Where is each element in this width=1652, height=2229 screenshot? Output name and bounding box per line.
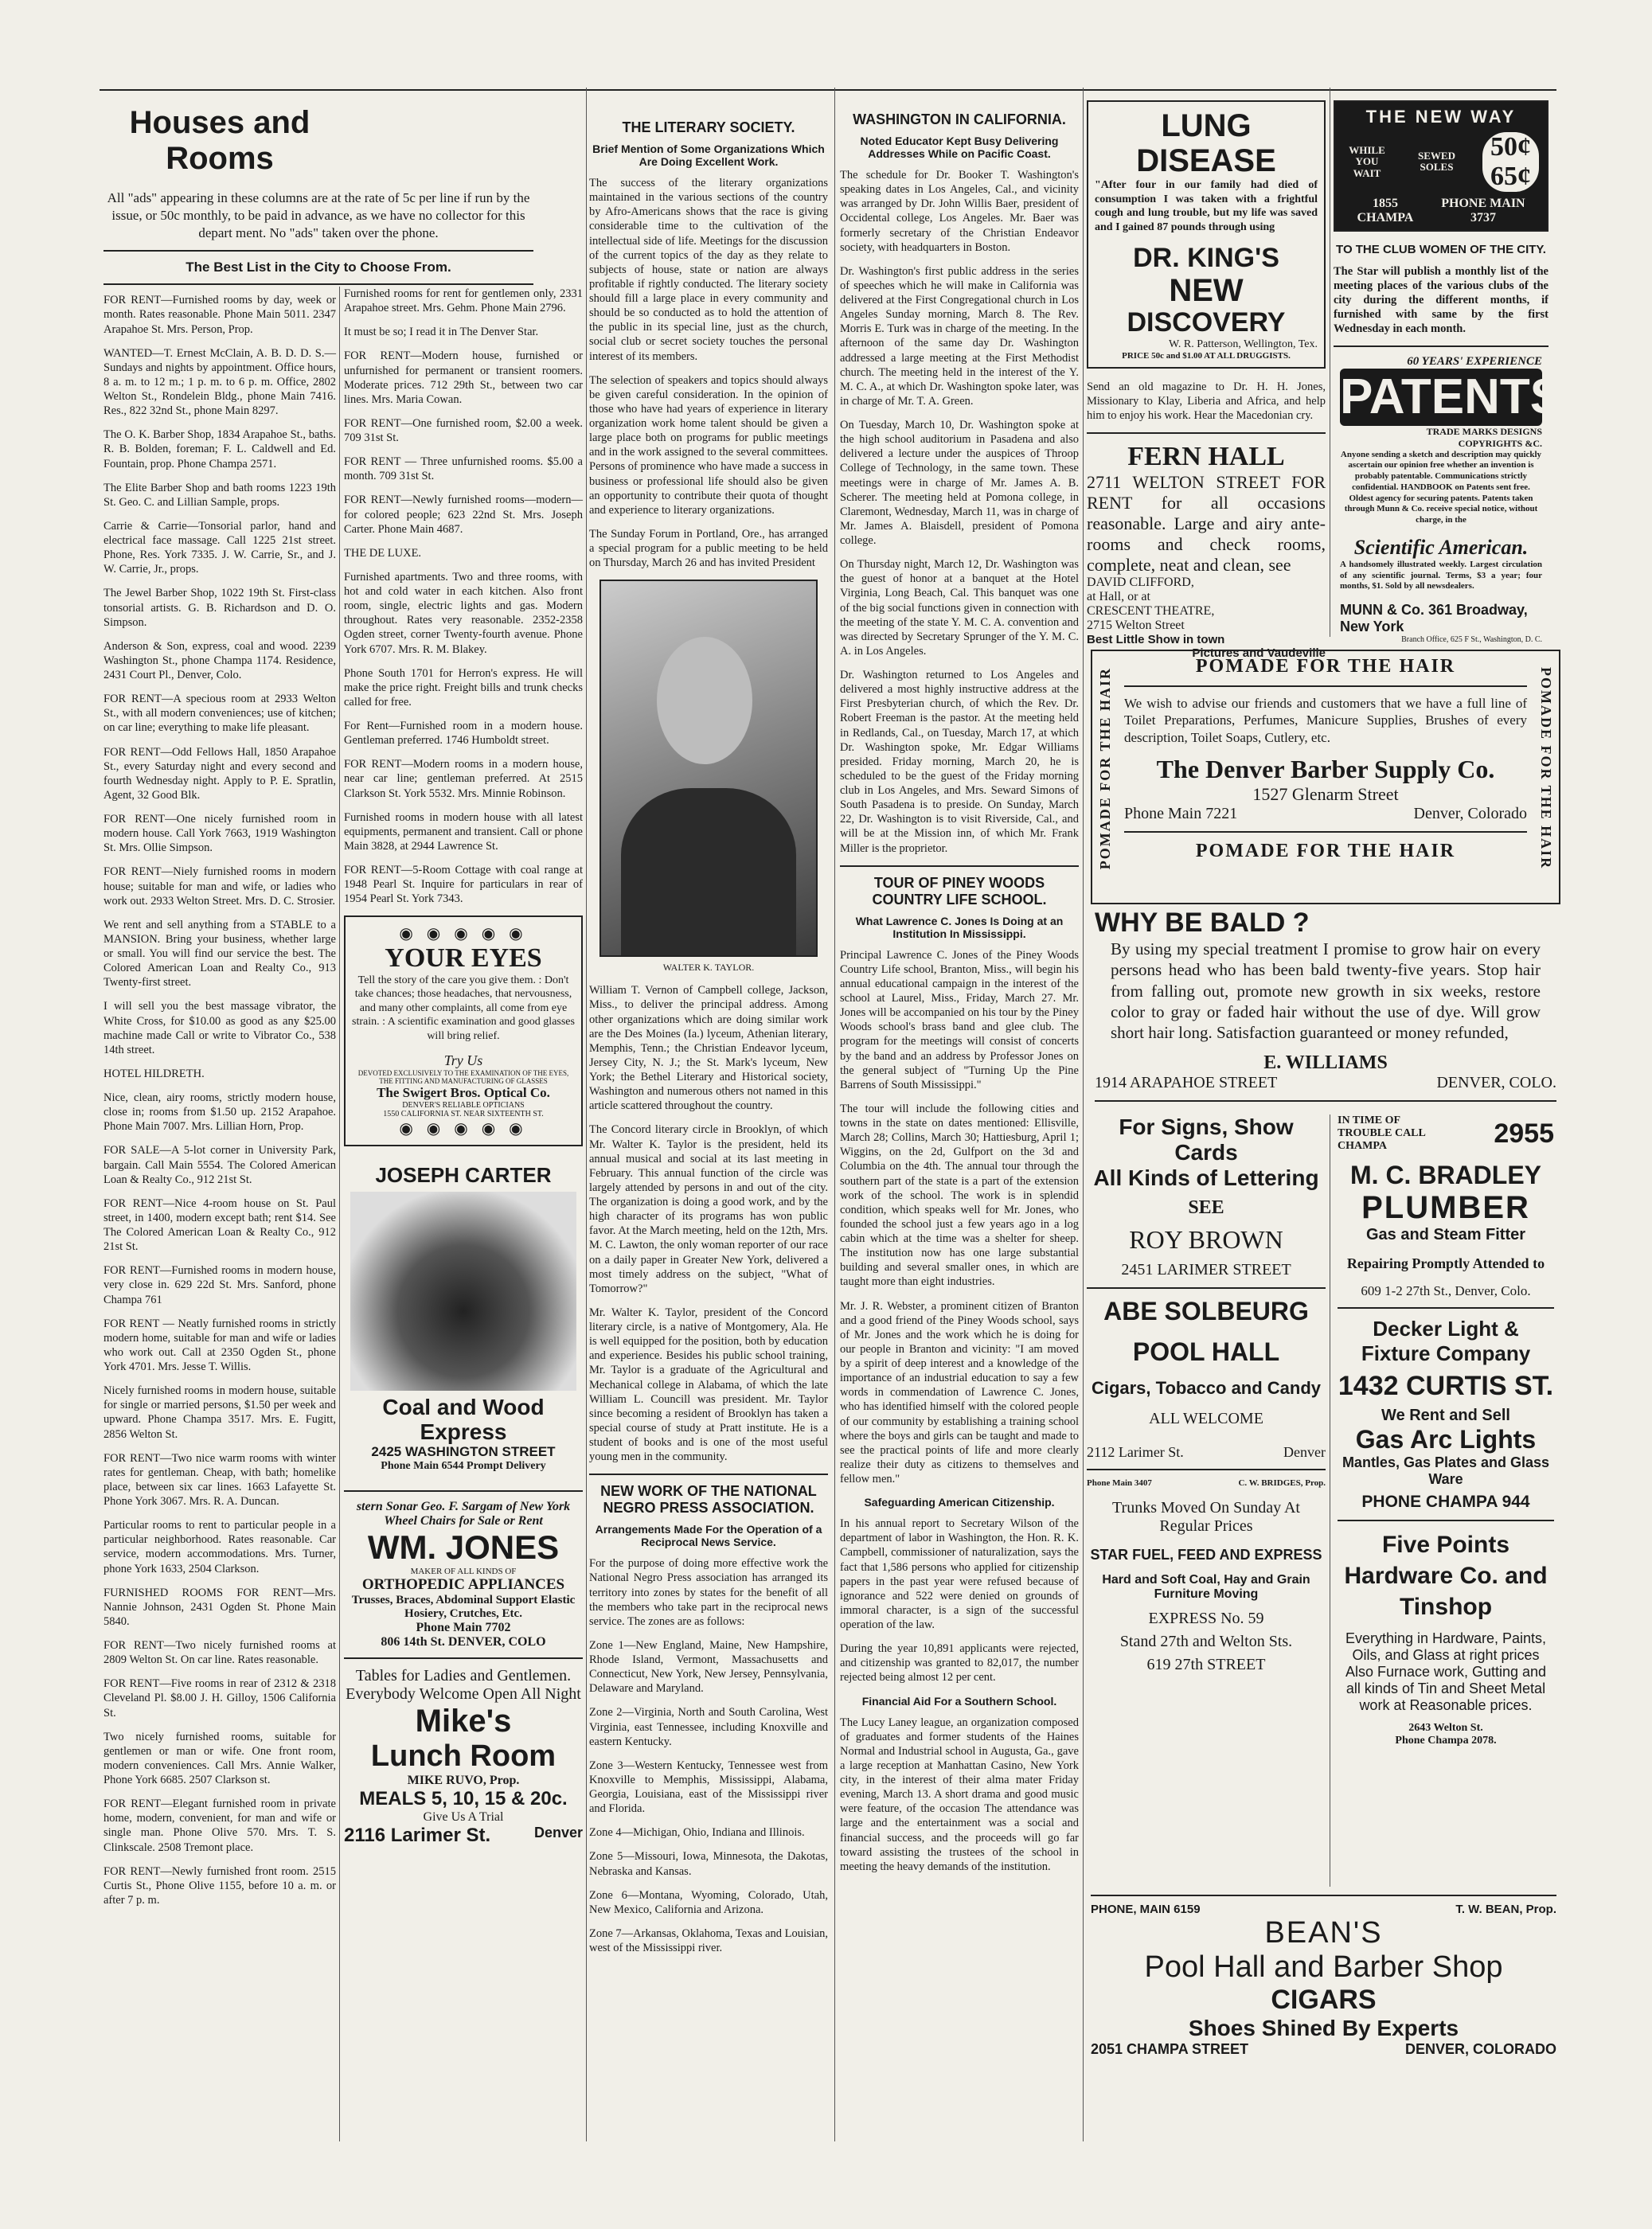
magazine-notice: Send an old magazine to Dr. H. H. Jones, Missionary to Klay, Liberia and Africa, and help him to enjoy his work. Hear the Macedonian cry. [1087, 380, 1326, 423]
eyes-decoration-icon: ◉ ◉ ◉ ◉ ◉ [399, 925, 528, 943]
article-paragraph: The Sunday Forum in Portland, Ore., has arranged a special program for a public meeting to be held on Thursday, March 26 and has invited President [589, 527, 828, 570]
mike-name1: Mike's [415, 1704, 512, 1739]
houses-rooms-right [344, 287, 583, 1847]
roy-line2: All Kinds of Lettering [1093, 1165, 1319, 1190]
mike-name2: Lunch Room [370, 1739, 557, 1774]
divider [344, 1657, 583, 1659]
bridges-ad [1087, 1478, 1326, 1674]
classified-item: I will sell you the best massage vibrator, the White Cross, for $10.00 as good as any $25.00 machine made Call or write to Vibrator Co., 538 14th street. [103, 1000, 336, 1056]
classified-item: THE DE LUXE. [344, 546, 422, 560]
portrait-photo [599, 580, 818, 957]
pomade-body: We wish to advise our friends and customers that we have a full line of Toilet Preparations, Perfumes, Manicure Supplies, Brushes of every description, Toilet Soaps, Cutlery, etc. [1124, 696, 1527, 745]
bridges-prop: C. W. BRIDGES, Prop. [1238, 1478, 1326, 1488]
five-points-ad [1338, 1529, 1554, 1747]
divider [103, 283, 533, 285]
literary-society-column [589, 88, 828, 1965]
classified-item: FOR RENT—Elegant furnished room in private home, modern, convenient, for man and wife or single man. Phone Olive 570. Mrs. T. S. Clinkscale. 2508 Tremont place. [103, 1798, 336, 1854]
divider [344, 1490, 583, 1492]
mike-line1: Tables for Ladies and Gentlemen. Everybody Welcome Open All Night [346, 1667, 581, 1704]
bald-address: 1914 ARAPAHOE STREET [1095, 1074, 1278, 1092]
classified-item: FOR RENT—Modern rooms in a modern house, near car line; gentleman preferred. At 2515 Clarkson St. York 5532. Mrs. Minnie Robinson. [344, 758, 583, 800]
column-rule [834, 88, 835, 2141]
decker-line2: We Rent and Sell [1381, 1407, 1510, 1424]
fern-title: FERN HALL [1127, 442, 1285, 472]
new-way-price1: 50¢ [1490, 132, 1531, 162]
five-line1: Five Points Hardware Co. and Tinshop [1344, 1532, 1548, 1620]
eyes-ad-address: 1550 CALIFORNIA ST. NEAR SIXTEENTH ST. [383, 1110, 544, 1119]
press-body [589, 1556, 828, 1955]
article-paragraph: Dr. Washington returned to Los Angeles and delivered a most highly instructive address at the First Presbyterian church, of which the Rev. Dr. Robert Freeman is the pastor. At the meeting held in Redlands, Cal., on Tuesday, March 17, at which Dr. Washington spoke, Mr. Edgar Williams presided. Friday morning, March 20, he is scheduled to be the guest of the Friday morning club in Los Angeles, and Mrs. Seward Simons of South Pasadena is to preside. On Sunday, March 22, Dr. Washington is to visit Riverside, Cal., and will be at the Mission inn, of which Mr. Frank Miller is the proprietor. [840, 669, 1079, 855]
classified-item: Phone South 1701 for Herron's express. He will make the price right. Freight bills and trunk checks called for free. [344, 666, 583, 709]
pomade-phone: Phone Main 7221 [1124, 805, 1238, 823]
lung-name2: NEW [1169, 273, 1244, 309]
classified-item: FOR RENT—Niely furnished rooms in modern house; suitable for man and wife, or ladies who work out. 2933 Welton Street. Mrs. D. C. Strosier. [103, 865, 336, 908]
article-paragraph: On Thursday night, March 12, Dr. Washington was the guest of honor at a banquet at the Hotel Virginia, Long Beach, Cal. This banquet was one of the big social functions given in connection with the meeting of the state Y. M. C. A. convention and was directed by Secretary Sprunger of the Y. M. C. A. in Los Angeles. [840, 558, 1079, 658]
classified-list-right [344, 287, 583, 906]
beans-address: 2051 CHAMPA STREET [1091, 2041, 1249, 2057]
roy-address: 2451 LARIMER STREET [1121, 1261, 1291, 1278]
mike-city: Denver [533, 1825, 583, 1841]
fern-pictures: Pictures and Vaudeville [1192, 646, 1326, 661]
mike-lunch-ad [344, 1667, 583, 1847]
classified-item: The Jewel Barber Shop, 1022 19th St. First-class tonsorial artists. G. B. Richardson and D. O. Simpson. [103, 587, 336, 629]
jones-address: 806 14th St. DENVER, COLO [381, 1635, 546, 1649]
literary-title: THE LITERARY SOCIETY. [622, 119, 795, 135]
article-paragraph: Mr. Walter K. Taylor, president of the Concord literary circle, is a native of Montgomery, Ala. He is well equipped for the position, both by education and experience. Besides his public school training, Mr. Taylor is a graduate of the Agricultural and Mechanical college in Alabama, of which the late William L. Councill was president. Mr. Taylor since becoming a resident of Brooklyn has taken a special course of study at Pratt institute. He is a student of books and is one of the most useful young men in the community. [589, 1306, 828, 1464]
patents-body2: A handsomely illustrated weekly. Largest circulation of any scientific journal. Terms, $3 a year; four months, $1. Sold by all newsdealers. [1340, 559, 1542, 591]
fern-at: at Hall, or at [1087, 590, 1150, 604]
portrait-face [657, 637, 752, 764]
lung-title: LUNG DISEASE [1136, 108, 1276, 178]
eyes-ad-devoted: DEVOTED EXCLUSIVELY TO THE EXAMINATION OF THE EYES, THE FITTING AND MANUFACTURING OF GLASSES [357, 1069, 569, 1086]
article-paragraph: Zone 2—Virginia, North and South Carolina, West Virginia, east Tennessee, including Knoxville and eastern Kentucky. [589, 1706, 828, 1748]
roy-see: SEE [1188, 1197, 1224, 1218]
coal-lump-image [350, 1192, 576, 1391]
article-paragraph: The tour will include the following cities and towns in the state on dates mentioned: Ellisville, March 28; Collins, March 30; Hattiesburg, April 1; Wiggins, on the 2d, Gulfport on the 3d and Columbia on the 4th. The annual tour through the southern part of the state is a part of the extension work of the school. The work is in splendid condition, which speaks well for Mr. Jones, who founded the school just a few years ago in a log cabin which at the time was a shelter for sheep. The institution now has one large substantial building and several smaller ones, in which are taught more than eight industries. [840, 1102, 1079, 1289]
jones-top: stern Sonar Geo. F. Sargam of New York [356, 1500, 571, 1514]
classified-item: Anderson & Son, express, coal and wood. 2239 Washington St., phone Champa 1174. Residence, 2431 Court Pl., Denver, Colo. [103, 639, 336, 682]
article-paragraph: In his annual report to Secretary Wilson of the department of labor in Washington, the Hon. R. K. Campbell, commissioner of naturalization, says the fact that 1,586 persons who applied for citizenship papers in the past year were refused because of ignorance and 522 were denied on grounds of immoral character, is a sign of the successful operation of the law. [840, 1517, 1079, 1631]
article-paragraph: Zone 4—Michigan, Ohio, Indiana and Illinois. [589, 1826, 805, 1840]
your-eyes-ad [344, 915, 583, 1146]
bridges-line3: Hard and Soft Coal, Hay and Grain Furniture Moving [1102, 1573, 1310, 1601]
classified-list-left [103, 293, 336, 1907]
classified-item: FOR RENT—A specious room at 2933 Welton St., with all modern conveniences; use of kitchen; on car line; everything to make life pleasant. [103, 693, 336, 735]
divider [1087, 432, 1326, 434]
column-rule [586, 88, 587, 2141]
fern-name: DAVID CLIFFORD, [1087, 576, 1194, 590]
classified-item: For Rent—Furnished room in a modern house. Gentleman preferred. 1746 Humboldt street. [344, 720, 583, 748]
divider [1087, 1287, 1326, 1289]
pomade-side-left: POMADE FOR THE HAIR [1097, 667, 1113, 870]
jones-phone: Phone Main 7702 [416, 1621, 511, 1635]
bald-ad [1095, 908, 1556, 1110]
five-phone: Phone Champa 2078. [1395, 1735, 1497, 1747]
new-way-l2: SEWED SOLES [1418, 150, 1455, 174]
abe-line3: Cigars, Tobacco and Candy [1091, 1378, 1322, 1398]
classified-item: FOR RENT—Two nice warm rooms with winter rates for gentleman. Cheap, with bath; homelike place, between six car lines. 1663 Lafayette St. Phone York 3067. Mrs. R. A. Duncan. [103, 1451, 336, 1509]
carter-phone: Phone Main 6544 Prompt Delivery [381, 1460, 546, 1473]
piney-title: TOUR OF PINEY WOODS COUNTRY LIFE SCHOOL. [872, 874, 1047, 908]
abe-address: 2112 Larimer St. [1087, 1444, 1184, 1460]
lung-quote: "After four in our family had died of consumption I was taken with a frightful cough and lung trouble, but my life was saved and I gained 87 pounds through using [1095, 179, 1318, 233]
classified-item: Two nicely furnished rooms, suitable for gentlemen or man or wife. One front room, modern conveniences. Call Mrs. Annie Walker, Phone York 6685. 2507 Clarkson st. [103, 1730, 336, 1787]
beans-prop: T. W. BEAN, Prop. [1455, 1903, 1556, 1916]
classified-item: FURNISHED ROOMS FOR RENT—Mrs. Nannie Johnson, 2431 Ogden St. Phone Main 5840. [103, 1586, 336, 1628]
classified-item: FOR RENT — Neatly furnished rooms in strictly modern home, suitable for man and wife or ladies who work out. Call at 2350 Ogden St., phone York 4701. Mrs. Jesse T. Willis. [103, 1317, 336, 1374]
portrait-body [621, 788, 796, 955]
divider [1338, 1307, 1554, 1309]
classified-item: FOR RENT—Odd Fellows Hall, 1850 Arapahoe St., every Saturday night and every second and fourth Wednesday night. Apply to P. E. Spratlin, Agent, 32 Good Blk. [103, 745, 336, 802]
classified-item: FOR RENT—5-Room Cottage with coal range at 1948 Pearl St. Inquire for particulars in rear of 1954 Pearl St. York 7343. [344, 864, 583, 906]
bridges-line2: STAR FUEL, FEED AND EXPRESS [1090, 1547, 1322, 1563]
divider [1334, 345, 1549, 347]
press-title: NEW WORK OF THE NATIONAL NEGRO PRESS ASSOCIATION. [600, 1483, 817, 1517]
pomade-foot: POMADE FOR THE HAIR [1195, 841, 1456, 862]
jones-list: Trusses, Braces, Abdominal Support Elastic Hosiery, Crutches, Etc. [351, 1594, 576, 1621]
new-way-price2: 65¢ [1490, 162, 1531, 192]
five-address: 2643 Welton St. [1408, 1722, 1483, 1734]
column-rule [339, 287, 340, 2141]
abe-line2: POOL HALL [1132, 1337, 1280, 1366]
beans-line1: Pool Hall and Barber Shop [1144, 1950, 1503, 1984]
pomade-head: POMADE FOR THE HAIR [1195, 656, 1456, 677]
new-way-l1: WHILE YOU WAIT [1349, 143, 1385, 179]
patents-title: PATENTS [1340, 369, 1564, 425]
new-way-phone: PHONE MAIN 3737 [1441, 196, 1525, 224]
houses-rooms-intro: All "ads" appearing in these columns are at the rate of 5c per line if run by the issue, or 50c monthly, to be paid in advance, as we have no collector for this depart ment. No "ads" taken over the phone. [107, 190, 530, 241]
decker-line3: Gas Arc Lights [1355, 1425, 1537, 1454]
carter-ad [344, 1157, 583, 1479]
classified-item: WANTED—T. Ernest McClain, A. B. D. D. S.—Sundays and nights by appointment. Office hours, 8 a. m. to 12 m.; 1 p. m. to 6 p. m. Office, 2802 Welton St., Rondelein Bldg., phone Main 7416. Res., 822 32nd St., phone Main 8297. [103, 346, 336, 418]
bradley-repair: Repairing Promptly Attended to [1346, 1255, 1545, 1271]
beans-ad [1091, 1895, 1556, 2058]
carter-line1: Coal and Wood [382, 1394, 545, 1419]
pomade-firm: The Denver Barber Supply Co. [1156, 754, 1495, 783]
washington-body [840, 168, 1079, 856]
divider [589, 1474, 828, 1475]
classified-item: Carrie & Carrie—Tonsorial parlor, hand and electrical face massage. Call 1225 21st street. Phone, Res. York 7335. J. W. Carrie, Sr., and J. W. Carrie, Jr., props. [103, 519, 336, 576]
bridges-line5: Stand 27th and Welton Sts. [1119, 1633, 1293, 1650]
classified-item: FOR RENT—Newly furnished rooms—modern—for colored people; 623 22nd St. Mrs. Joseph Carter. Phone Main 4687. [344, 494, 583, 536]
article-paragraph: The selection of speakers and topics should always be given careful consideration. In the opinion of those who have had years of experience in literary organization work home talent should be given a large place both on programs for public meetings and in the work assigned to the several committees. Persons of prominence who have made a success in business or professional life should also be given an opportunity to contribute their quota of thought and experience to literary organizations. [589, 373, 828, 517]
article-paragraph: Zone 7—Arkansas, Oklahoma, Texas and Louisian, west of the Mississippi river. [589, 1926, 828, 1954]
bridges-phone: Phone Main 3407 [1087, 1478, 1152, 1488]
decker-address: 1432 CURTIS ST. [1338, 1371, 1554, 1401]
houses-rooms-title: Houses and Rooms [129, 105, 310, 176]
classified-item: FOR SALE—A 5-lot corner in University Park, bargain. Call Main 5554. The Colored American Loan & Realty Co., 912 21st St. [103, 1144, 336, 1186]
divider [1124, 831, 1527, 833]
financial-title: Financial Aid For a Southern School. [861, 1694, 1057, 1708]
eyes-ad-try: Try Us [443, 1052, 483, 1069]
bridges-line6: 619 27th STREET [1146, 1656, 1266, 1673]
pomade-ad [1091, 650, 1560, 904]
patents-tm: TRADE MARKS DESIGNS COPYRIGHTS &C. [1426, 425, 1542, 449]
article-paragraph: The success of the literary organizations maintained in the various sections of the country by Afro-Americans shows that the race is giving considerable time to the cultivation of the intellectual side of life. Meetings for the discussion of the current topics of the day as they relate to subjects of house, state or nation are always profitable if rightly conducted. The literary society should fill a large place in every community and should be so conducted as to hold the attention of the public in its special line, just as the church, social club or secret society touches the personal interest of its members. [589, 177, 828, 363]
roy-brown-ad [1087, 1114, 1326, 1279]
new-way-address: 1855 CHAMPA [1357, 196, 1414, 224]
washington-column [840, 88, 1079, 1884]
bald-city: DENVER, COLO. [1436, 1074, 1556, 1092]
divider [840, 865, 1079, 867]
mike-owner: MIKE RUVO, Prop. [407, 1774, 520, 1788]
bradley-number: 2955 [1494, 1118, 1554, 1149]
decker-phone: PHONE CHAMPA 944 [1361, 1493, 1530, 1511]
pomade-side-right: POMADE FOR THE HAIR [1538, 667, 1554, 870]
classified-item: Furnished rooms in modern house with all latest equipments, permanent and transient. Call or phone Main 3828, at 2944 Lawrence St. [344, 810, 583, 853]
classified-item: HOTEL HILDRETH. [103, 1067, 205, 1080]
article-paragraph: Dr. Washington's first public address in the series of speeches which he will make in California was delivered at the First Congregational church in Los Angeles Sunday morning, March 8. The Rev. Morris E. Turk was in charge of the meeting. In the afternoon of the same day Dr. Washington addressed a large meeting at the First Methodist church. The meeting held in the interest of the Y. M. C. A., at which Dr. Washington spoke later, was in charge of Mr. T. A. Green. [840, 264, 1079, 408]
classified-item: FOR RENT — Three unfurnished rooms. $5.00 a month. 709 31st St. [344, 455, 583, 483]
abe-line1: ABE SOLBEURG [1103, 1297, 1309, 1325]
article-paragraph: On Tuesday, March 10, Dr. Washington spoke at the high school auditorium in Pasadena and also delivered a lecture under the auspices of Throop College of Technology, in the same town. These meetings were in charge of Mr. James A. B. Scherer. The meeting held at Pomona college, in Claremont, Wednesday, March 11, was in charge of Mr. James A. Blaisdell, president of Pomona college. [840, 419, 1079, 547]
piney-body [840, 948, 1079, 1487]
jones-name: WM. JONES [367, 1528, 560, 1567]
ads-column-lower-left [1087, 1114, 1326, 1674]
article-paragraph: Zone 3—Western Kentucky, Tennessee west from Knoxville to Memphis, Mississippi, Alabama, Georgia, Louisiana, east of the Mississippi river and Florida. [589, 1759, 828, 1816]
classified-item: Furnished rooms for rent for gentlemen only, 2331 Arapahoe street. Mrs. Gehm. Phone Main 2796. [344, 287, 583, 315]
divider [1124, 685, 1527, 687]
portrait-caption: WALTER K. TAYLOR. [662, 962, 755, 974]
bridges-line1: Trunks Moved On Sunday At Regular Prices [1112, 1499, 1300, 1535]
article-paragraph: Zone 6—Montana, Wyoming, Colorado, Utah, New Mexico, California and Arizona. [589, 1888, 828, 1916]
eyes-ad-firm: The Swigert Bros. Optical Co. [377, 1085, 550, 1101]
divider [1095, 1100, 1556, 1102]
club-body: The Star will publish a monthly list of the meeting places of the various clubs of the city during the different months, if furnished with same by the first Wednesday in each month. [1334, 264, 1549, 336]
eyes-ad-title: YOUR EYES [385, 943, 542, 974]
literary-subtitle: Brief Mention of Some Organizations Which Are Doing Excellent Work. [592, 142, 825, 168]
patents-body: Anyone sending a sketch and description may quickly ascertain our opinion free whether an invention is probably patentable. Communications strictly confidential. HANDBOOK on Patents sent free. Oldest agency for securing patents. Patents taken through Munn & Co. receive special notice, without charge, in the [1340, 449, 1542, 525]
classified-item: FOR RENT—Five rooms in rear of 2312 & 2318 Cleveland Pl. $8.00 J. H. Gilloy, 1506 California St. [103, 1677, 336, 1720]
classified-item: FOR RENT—One nicely furnished room in modern house. Call York 7663, 1919 Washington St. Mrs. Ollie Simpson. [103, 813, 336, 855]
classified-item: FOR RENT—Two nicely furnished rooms at 2809 Welton St. On car line. Rates reasonable. [103, 1639, 336, 1667]
fern-best: Best Little Show in town [1087, 633, 1225, 647]
classified-item: Nice, clean, airy rooms, strictly modern house, close in; rooms from $1.50 up. 2152 Arapahoe. Phone Main 7007. Mrs. Lillian Horn, Prop. [103, 1091, 336, 1134]
patents-experience: 60 YEARS' EXPERIENCE [1407, 355, 1542, 369]
carter-name: JOSEPH CARTER [375, 1163, 552, 1188]
beans-line3: Shoes Shined By Experts [1188, 2016, 1459, 2040]
fern-hall-ad [1087, 442, 1326, 660]
piney-subtitle: What Lawrence C. Jones Is Doing at an Institution In Mississippi. [855, 914, 1064, 940]
fern-theatre: CRESCENT THEATRE, [1087, 604, 1215, 619]
classified-item: FOR RENT—Modern house, furnished or unfurnished for permanent or transient roomers. Moderate prices. 712 29th St., between two car lines. Mrs. Maria Cowan. [344, 349, 583, 406]
club-title: TO THE CLUB WOMEN OF THE CITY. [1336, 242, 1546, 256]
patents-munn: MUNN & Co. 361 Broadway, New York [1340, 602, 1528, 635]
article-paragraph: William T. Vernon of Campbell college, Jackson, Miss., to deliver the principal address. Among other organizations which are doing similar work are the Des Moines (Ia.) lyceum, Athenian literary, Memphis, Tenn.; the Christian Endeavor lyceum, Jersey City, N. J.; the St. Mark's lyceum, New York; the Bethel Literary and Historical society, Washington and numerous others not named in this article scattered throughout the country. [589, 984, 828, 1113]
article-paragraph: For the purpose of doing more effective work the National Negro Press association has arranged its territory into zones by states for the benefit of all the members who take part in the reciprocal news service. The zones are as follows: [589, 1557, 828, 1628]
article-paragraph: Zone 5—Missouri, Iowa, Minnesota, the Dakotas, Nebraska and Kansas. [589, 1850, 828, 1878]
classified-item: Furnished apartments. Two and three rooms, with hot and cold water in each kitchen. Also front room, single, electric lights and gas. Modern throughout. Rates very reasonable. 2352-2358 Ogden street, corner Twenty-fourth avenue. Phone York 6707. Mrs. R. M. Blakey. [344, 570, 583, 656]
bald-name: E. WILLIAMS [1263, 1052, 1388, 1074]
bradley-call: IN TIME OF TROUBLE CALL CHAMPA [1338, 1114, 1426, 1152]
jones-ad [344, 1500, 583, 1649]
classified-item: The Elite Barber Shop and bath rooms 1223 19th St. Geo. C. and Lillian Sample, props. [103, 481, 336, 509]
article-paragraph: Principal Lawrence C. Jones of the Piney Woods Country Life school, Branton, Miss., will begin his annual educational campaign in the interest of the school at Laurel, Miss., Friday, March 27. Mr. Jones will be accompanied on his tour by the Piney Woods school's brass band and glee club. The program for the meetings will consist of concerts by the band and an address by Professor Jones on the general subject of "Turning Up the Pine Barrens of South Mississippi." [840, 948, 1079, 1091]
eyes-ad-body: Tell the story of the care you give them. : Don't take chances; those headaches, that nervousness, and many other complaints, all come from eye strain. : A scientific examination and good glasses will bring relief. [352, 974, 575, 1042]
new-way-ad [1334, 100, 1549, 232]
washington-title: WASHINGTON IN CALIFORNIA. [853, 111, 1066, 127]
classified-item: It must be so; I read it in The Denver Star. [344, 326, 539, 339]
bald-title: WHY BE BALD ? [1095, 908, 1310, 938]
lung-price: PRICE 50c and $1.00 AT ALL DRUGGISTS. [1122, 350, 1291, 361]
ads-column-lower-right [1338, 1114, 1554, 1747]
ads-column-left [1087, 88, 1326, 660]
column-rule [1083, 88, 1084, 2141]
classified-item: FOR RENT—Nice 4-room house on St. Paul street, in 1400, modern except bath; rent $14. See The Colored American Loan & Realty Co., 912 21st St. [103, 1196, 336, 1254]
article-paragraph: Mr. J. R. Webster, a prominent citizen of Branton and a good friend of the Piney Woods school, says of Mr. Jones and the work which he is doing for our people in Branton and vicinity: "I am moved by a spirit of deep interest and a knowledge of the importance of an industrial education to say a few words in commendation of Lawrence C. Jones, who has identified himself with the colored people of our community by establishing a training school where the boys and girls can be taught and made to see the practical points of life and more clearly realize their duty as citizens to themselves and fellow men." [840, 1299, 1079, 1485]
patents-branch: Branch Office, 625 F St., Washington, D. C. [1401, 635, 1542, 645]
classified-item: Particular rooms to rent to particular people in a particular neighborhood. Rates reasonable. Car service, modern accommodations. Mrs. Turner, phone York 1633, 2504 Clarkson. [103, 1519, 336, 1575]
carter-address: 2425 WASHINGTON STREET [371, 1444, 556, 1460]
fern-address: 2715 Welton Street [1087, 619, 1185, 633]
roy-name: ROY BROWN [1129, 1225, 1283, 1254]
lung-name3: DISCOVERY [1127, 307, 1286, 338]
classified-item: FOR RENT—One furnished room, $2.00 a week. 709 31st St. [344, 416, 583, 444]
lung-disease-ad [1087, 100, 1326, 369]
pomade-address: 1527 Glenarm Street [1252, 783, 1399, 804]
citizenship-title: Safeguarding American Citizenship. [864, 1496, 1055, 1509]
article-paragraph: The schedule for Dr. Booker T. Washington's speaking dates in Los Angeles, Cal., and vicinity was arranged by Dr. John Willis Baer, president of Occidental college, Los Angeles. Mr. Baer was formerly secretary of the Christian Endeavor society, with headquarters in Boston. [840, 169, 1079, 254]
citizenship-body [840, 1517, 1079, 1684]
classified-item: FOR RENT—Furnished rooms in modern house, very close in. 629 22d St. Mrs. Sanford, phone Champa 761 [103, 1264, 336, 1306]
bald-body: By using my special treatment I promise to grow hair on every persons head who has been bald twenty-five years. Stop hair from falling out, promote new growth in six weeks, restore color to gray or faded hair without the use of dye. Will grow short hair long. Satisfaction guaranteed or money refunded, [1111, 939, 1541, 1042]
decker-line1: Decker Light & Fixture Company [1361, 1317, 1531, 1365]
article-paragraph: Zone 1—New England, Maine, New Hampshire, Rhode Island, Vermont, Massachusetts and Connecticut, New York, New Jersey, Pennsylvania, Delaware and Maryland. [589, 1638, 828, 1696]
article-paragraph: The Lucy Laney league, an organization composed of graduates and former students of the Haines Normal and Industrial school in Augusta, Ga., gave a large reception at Manhattan Casino, New York city, in the interest of their alma mater Friday evening, March 13. A short drama and good music were feature, of the occasion The attendance was large and the entertainment was a social and financial success, and the proceeds will go far toward assisting the trustees of the school in meeting the heavy demands of the institution. [840, 1716, 1079, 1873]
lung-signature: W. R. Patterson, Wellington, Tex. [1168, 338, 1318, 350]
classified-item: The O. K. Barber Shop, 1834 Arapahoe St., baths. R. B. Bolden, foreman; F. L. Caldwell and Ed. Fountain, prop. Phone Champa 2571. [103, 428, 336, 470]
abe-city: Denver [1283, 1444, 1326, 1460]
beans-phone: PHONE, MAIN 6159 [1091, 1903, 1201, 1916]
eyes-decoration-icon: ◉ ◉ ◉ ◉ ◉ [399, 1120, 528, 1138]
washington-subtitle: Noted Educator Kept Busy Delivering Addresses While on Pacific Coast. [860, 135, 1059, 160]
abe-solbeurg-ad [1087, 1297, 1326, 1461]
mike-address: 2116 Larimer St. [344, 1825, 491, 1847]
press-subtitle: Arrangements Made For the Operation of a Reciprocal News Service. [595, 1523, 822, 1549]
decker-line4: Mantles, Gas Plates and Glass Ware [1342, 1454, 1550, 1487]
jones-top2: Wheel Chairs for Sale or Rent [384, 1514, 543, 1528]
fern-lines: 2711 WELTON STREET FOR RENT for all occasions reasonable. Large and airy ante-rooms and check rooms, complete, neat and clean, see [1087, 472, 1326, 576]
divider [1087, 1469, 1326, 1470]
beans-line2: CIGARS [1271, 1985, 1377, 2015]
classified-item: Nicely furnished rooms in modern house, suitable for single or married persons, $1.50 per week and upward. Phone Champa 3517. Mrs. E. Fugitt, 2856 Welton St. [103, 1384, 336, 1441]
divider [103, 250, 533, 252]
jones-products: ORTHOPEDIC APPLIANCES [361, 1576, 565, 1594]
lung-name1: DR. KING'S [1133, 243, 1279, 273]
classified-item: FOR RENT—Newly furnished front room. 2515 Curtis St., Phone Olive 1155, before 10 a. m. or after 7 p. m. [103, 1864, 336, 1907]
patents-ad [1334, 355, 1564, 645]
patents-sa: Scientific American. [1353, 535, 1529, 559]
mike-meals: MEALS 5, 10, 15 & 20c. [359, 1788, 568, 1810]
bradley-trade: PLUMBER [1361, 1190, 1530, 1225]
classified-item: We rent and sell anything from a STABLE to a MANSION. Bring your business, whether large or small. You will find our service the best. The Colored American Loan and Realty Co., 913 Twenty-first street. [103, 918, 336, 990]
literary-body-2 [589, 983, 828, 1464]
bridges-line4: EXPRESS No. 59 [1148, 1610, 1264, 1627]
literary-body [589, 176, 828, 570]
ads-column-right [1334, 88, 1564, 645]
article-paragraph: During the year 10,891 applicants were rejected, and citizenship was granted to 82,017, the number rejected being almost 12 per cent. [840, 1642, 1079, 1684]
five-body: Everything in Hardware, Paints, Oils, and Glass at right prices Also Furnace work, Gutting and all kinds of Tin and Sheet Metal work at Reasonable prices. [1345, 1630, 1547, 1713]
classified-item: FOR RENT—Furnished rooms by day, week or month. Rates reasonable. Phone Main 5011. 2347 Arapahoe St. Mrs. Person, Prop. [103, 294, 336, 336]
carter-line2: Express [420, 1419, 507, 1444]
financial-body [840, 1716, 1079, 1874]
bradley-sub: Gas and Steam Fitter [1365, 1226, 1526, 1243]
mike-give: Give Us A Trial [423, 1810, 504, 1825]
beans-city: DENVER, COLORADO [1404, 2041, 1556, 2057]
article-paragraph: The Concord literary circle in Brooklyn, of which Mr. Walter K. Taylor is the president, held its annual musical and social at its last meeting in February. This annual function of the circle was largely attended by persons in and out of the city. The organization is doing a good work, and by the high character of its programs has won public favor. At the March meeting, held on the 12th, Mrs. M. C. Lawton, the only woman reporter of our race on a daily paper in Greater New York, delivered a most timely address on the subject, "What of Tomorrow?" [589, 1123, 828, 1295]
jones-maker: MAKER OF ALL KINDS OF [410, 1567, 517, 1577]
pomade-city: Denver, Colorado [1413, 805, 1527, 823]
best-list-subtitle: The Best List in the City to Choose From. [186, 260, 451, 275]
decker-ad [1338, 1317, 1554, 1512]
bradley-name: M. C. BRADLEY [1350, 1161, 1541, 1189]
eyes-ad-firm-sub: DENVER'S RELIABLE OPTICIANS [402, 1101, 525, 1111]
bradley-address: 609 1-2 27th St., Denver, Colo. [1361, 1283, 1531, 1298]
beans-name: BEAN'S [1264, 1916, 1383, 1950]
new-way-head: THE NEW WAY [1365, 107, 1517, 127]
abe-line4: ALL WELCOME [1149, 1410, 1263, 1427]
divider [1338, 1520, 1554, 1521]
roy-line1: For Signs, Show Cards [1119, 1114, 1294, 1165]
bradley-ad [1338, 1114, 1554, 1299]
